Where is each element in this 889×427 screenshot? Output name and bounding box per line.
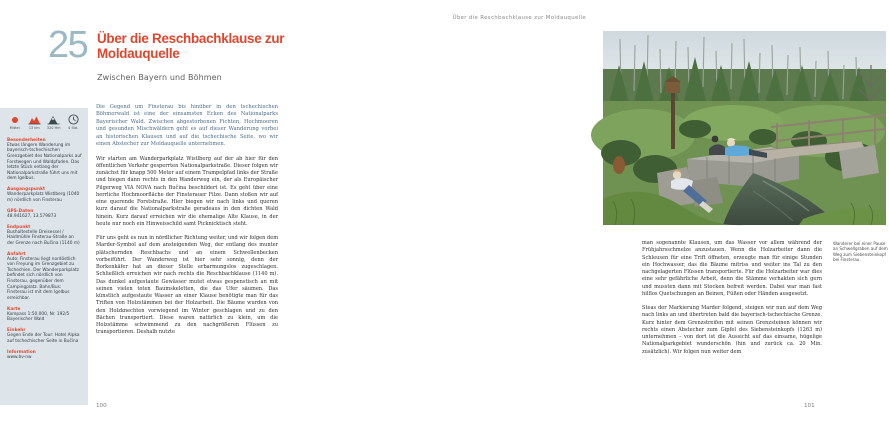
page-number-left: 100 — [96, 403, 107, 409]
info-text-information: www.bv-nw — [7, 354, 32, 360]
stat-difficulty — [5, 114, 24, 130]
stat-difficulty-label: Mittel — [9, 126, 20, 130]
stat-distance — [25, 114, 44, 130]
info-text-ausgangspunkt: Wanderparkplatz Wistlberg (1040 m) nördlich von Finsterau — [7, 192, 80, 203]
ascent-icon — [44, 114, 63, 125]
body-paragraph-3: man sogenannte Klausen, um das Wasser vor allem während der Frühjahrsschmelze anzustauen. Wenn die Holzarbeiter dann die Schleusen für eine Trift öffneten, erzeugte man für einige Stunden ein Hochwasser, das die Bäume mitriss und weiter ins Tal zu den nachgelagerten Flüssen transportierte. Für die Holzarbeiter war dies eine sehr gefährliche Arbeit, denn die Stämme verhakten sich gern und mussten dann mit Stocken befreit werden. Dabei war man fast hilflos Quetschungen an Beinen, Füßen oder Händen ausgesetzt. — [642, 240, 822, 297]
info-text-besonderheiten: Etwas längere Wanderung im bayerisch-tschechischen Grenzgebiet des Nationalparks auf Forstwegen und Waldpfaden. Das letzte Stück entlang der Nationalparkstraße führt uns mit dem Igelbus. — [7, 142, 82, 182]
stat-duration — [64, 114, 83, 130]
stat-ascent — [44, 114, 63, 130]
right-body-column — [642, 240, 822, 356]
difficulty-dot-icon — [5, 114, 24, 125]
info-heading-ausgangspunkt: Ausgangspunkt — [7, 186, 46, 192]
left-page — [0, 0, 300, 427]
left-body-column — [96, 104, 278, 337]
info-heading-karte: Karte — [7, 305, 21, 311]
info-heading-anfahrt: Anfahrt — [7, 250, 26, 256]
running-header: Über die Reschbachklause zur Moldauquelle — [452, 15, 586, 21]
photo-illustration — [603, 31, 886, 225]
tour-info-sections — [0, 133, 88, 365]
info-text-anfahrt: Auto: Finsterau liegt nordöstlich von Freyung im Grenzgebiet zu Tschechien. Der Wanderparkplatz befindet sich nördlich von Finsterau, gegenüber dem Campingplatz. Bahn/Bus: Finsterau ist mit dem Igelbus erreichbar. — [7, 256, 79, 301]
tour-photo — [603, 31, 886, 225]
chapter-number: 25 — [48, 24, 88, 66]
info-heading-besonderheiten: Besonderheiten — [7, 137, 46, 142]
page-number-right: 101 — [804, 403, 815, 409]
body-paragraph-4: Steas der Markierung Marder folgend, steigen wir nun auf dem Weg nach links an und übertreten bald die bayerisch-tschechische Grenze. Kurz hinter dem Grenzstreifen mit seinen Grenzsteinen können wir rechts einen Abstecher zum Gipfel des Siebensteinkopfs (1263 m) unternehmen – von dort ist die Aussicht auf das einsame, hügelige Nationalparkgebiet wunderschön (hin und zurück ca. 20 Min. zusätzlich). Wir folgen nun weiter dem — [642, 305, 822, 355]
right-page — [300, 0, 888, 427]
info-text-einkehr: Gegen Ende der Tour: Hotel Alpka auf tschechischer Seite in Bučina — [7, 333, 80, 344]
info-text-gps: 48.941627, 13.579873 — [7, 213, 57, 219]
body-paragraph-2: Für uns geht es nun in nördlicher Richtung weiter, und wir folgen dem Marder-Symbol auf dem ansteigenden Weg, der entlang des munter plätschernden Reschbachs und an einem Schwellenbecken vorbeiführt. Der Wanderweg ist hier sehr sonnig, denn der Borkenkäfer hat an dieser Stelle erbarmungslos zugeschlagen. Schließlich erreichen wir nach rechts die Reschbachklause (1140 m). Das dunkel aufgestaute Gewässer mutet etwas gespenstisch an mit seinen vielen toten Baumskeletten, die das Ufer säumen. Das künstlich aufgestaute Wasser an einer Klause benötigte man für das Triften von Holzstämmen bei der Holzarbeit. Die Bäume wurden von den Holzknechten vorwiegend im Winter geschlagen und zu den Bächen transportiert. Diese waren natürlich zu klein, um die Holzstämme schwimmend zu den nachgrößeren Flüssen zu transportieren. Deshalb nutzte — [96, 235, 278, 336]
info-heading-einkehr: Einkehr — [7, 327, 26, 333]
photo-caption: Wanderer bei einer Pause an Schwellgraben auf dem Weg zum Siebensteinkopf bei Finsterau. — [833, 241, 888, 263]
info-text-karte: Kompass 1:50.000, Nr. 192/5 Bayerischer Wald — [7, 311, 70, 323]
page-title: Über die Reschbachklause zur Moldauquelle — [97, 31, 285, 62]
stat-ascent-label: 320 Hm — [46, 126, 61, 130]
info-text-endpunkt: Bushaltestelle Dreisessel / Haidmühle Finsterau-Straße an der Grenze nach Bučina (1140 m) — [7, 229, 80, 246]
info-heading-information: Information — [7, 348, 36, 354]
duration-clock-icon — [64, 114, 83, 125]
info-heading-endpunkt: Endpunkt — [7, 223, 31, 229]
tour-info-box — [0, 108, 88, 405]
chapter-subtitle: Zwischen Bayern und Böhmen — [97, 73, 222, 82]
stat-duration-label: 4 Std. — [68, 126, 79, 130]
tour-stats-row — [0, 108, 88, 133]
info-heading-gps: GPS-Daten — [7, 207, 34, 213]
lead-paragraph: Die Gegend um Finsterau bis hinüber in den tschechischen Böhmerwald ist eine der einsamsten Ecken des Nationalparks Bayerischer Wald. Zwischen abgestorbenen Fichten, Hochmooren und gesunden Mischwäldern geht es auf dieser Wanderung vorbei an historischen Klausen und auf die tschechische Seite, wo wir einen Abstecher zur Moldauquelle unternehmen. — [96, 104, 278, 148]
stat-distance-label: 13 km — [28, 126, 40, 130]
body-paragraph-1: Wir starten am Wanderparkplatz Wistlberg auf der ab hier für den öffentlichen Verkehr gesperrten Nationalparkstraße. Dieser folgen wir zunächst für knapp 500 Meter auf einem Trampelpfad links der Straße und biegen dann rechts in den Wanderweg ein, der als Europäischer Pilgerweg VIA NOVA nach Bučina beschildert ist. Es geht über eine herrliche Hochmoorfläche der Finsterauer Filze. Dann stoßen wir auf eine querende Forststraße. Hier biegen wir nach links und queren kurz darauf die Nationalparkstraße geradeaus in den dichten Wald hinein. Kurz darauf erreichen wir die ehemalige Alte Klause, in der heute nur noch ein Hinweisschild samt Picknicktisch steht. — [96, 155, 278, 227]
distance-icon — [25, 114, 44, 125]
